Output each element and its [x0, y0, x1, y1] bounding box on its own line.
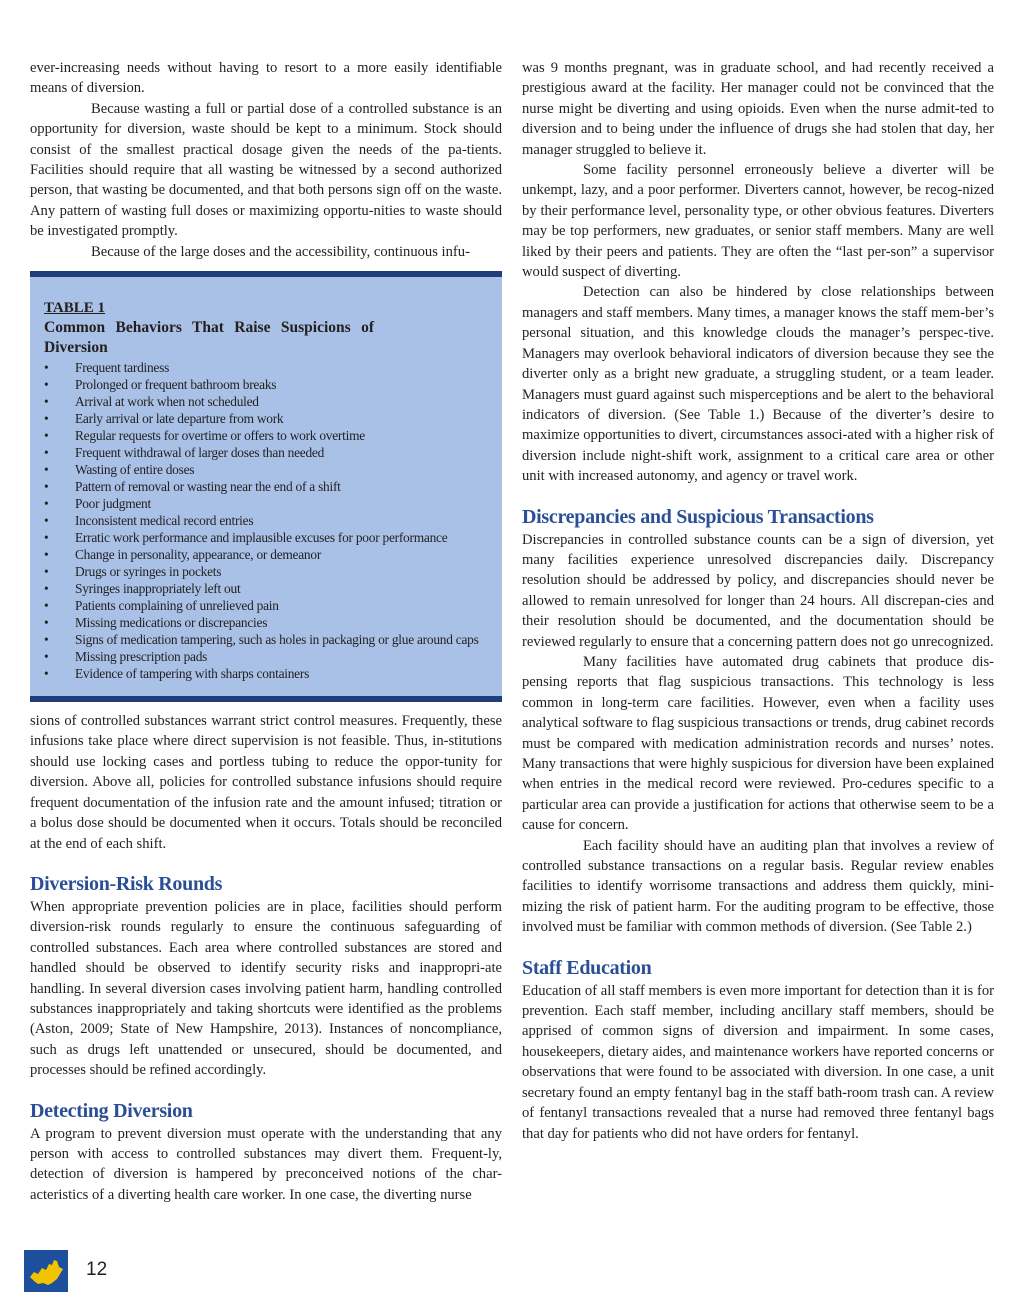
left-column	[30, 58, 502, 1205]
paragraph-cabinets: Many facilities have automated drug cabinets that produce dis-pensing reports that flag suspicious transactions. This technology is less common in long-term care facilities. However, even when a facility uses analytical software to flag suspicious transactions or trends, drug cabinet records must be compared with medication administration records and nurses’ notes. Many transactions that were highly suspicious for diversion have been explained when entries in the medical record were reviewed. Pro-cedures specific to a particular area can provide a justification for actions that otherwise seem to be a cause for concern.	[522, 653, 994, 834]
list-item: • Missing medications or discrepancies	[44, 614, 488, 631]
list-item: • Arrival at work when not scheduled	[44, 393, 488, 410]
list-item: • Missing prescription pads	[44, 648, 488, 665]
paragraph-wasting: Because wasting a full or partial dose of a controlled substance is an opportunity for diversion, waste should be kept to a minimum. Stock should consist of the smallest practical dosage given the needs of the pa-tients. Facilities should require that all wasting be witnessed by a second authorized person, that wasting be documented, and that both persons sign off on the waste. Any pattern of wasting full doses or maximizing opportu-nities to waste should be investigated promptly.	[30, 100, 502, 240]
right-column	[522, 58, 994, 1144]
table-1-box	[30, 271, 502, 702]
paragraph-education: Education of all staff members is even more important for detection than it is for prevention. Each staff member, including ancillary staff members, should be apprised of common signs of diversion and impairment. In some cases, housekeepers, dietary aides, and maintenance workers have reported concerns or observations that were found to be associated with diversion. In one case, a unit secretary found an empty fentanyl bag in the staff bath-room trash can. A review of fentanyl transactions revealed that a nurse had removed three fentanyl bags that day for patients who did not have orders for fentanyl.	[522, 982, 994, 1142]
list-item: • Erratic work performance and implausible excuses for poor performance	[44, 529, 488, 546]
list-item: • Patients complaining of unrelieved pain	[44, 597, 488, 614]
paragraph-detecting: A program to prevent diversion must operate with the understanding that any person with access to controlled substances may divert them. Frequent-ly, detection of diversion is hampered by preconceived notions of the char-acteristics of a diverting health care worker. In one case, the diverting nurse	[30, 1125, 502, 1203]
list-item: • Syringes inappropriately left out	[44, 580, 488, 597]
list-item: • Frequent tardiness	[44, 359, 488, 376]
table-label: TABLE 1	[44, 300, 105, 317]
heading-detecting-diversion: Detecting Diversion	[30, 1099, 193, 1122]
paragraph-intro: ever-increasing needs without having to resort to a more easily identifiable means of diversion.	[30, 60, 502, 97]
list-item: • Prolonged or frequent bathroom breaks	[44, 376, 488, 393]
list-item: • Wasting of entire doses	[44, 461, 488, 478]
table-title: Common Behaviors That Raise Suspicions of Diversion	[44, 319, 374, 357]
paragraph-personnel: Some facility personnel erroneously believe a diverter will be unkempt, lazy, and a poor performer. Diverters cannot, however, be recog-nized by their performance level, personality type, or other obvious features. Diverters may be top performers, new graduates, or senior staff members. Many are well liked by their peers and patients. They are often the “last per-son” a supervisor would suspect of diverting.	[522, 162, 994, 281]
list-item: • Early arrival or late departure from work	[44, 410, 488, 427]
paragraph-case-cont: was 9 months pregnant, was in graduate school, and had recently received a prestigious award at the facility. Her manager could not be convinced that the nurse might be diverting and using opioids. Even when the nurse admit-ted to diversion and to being under the influence of drugs she had stolen that day, her manager struggled to believe it.	[522, 60, 994, 158]
list-item: • Pattern of removal or wasting near the end of a shift	[44, 478, 488, 495]
west-virginia-state-icon	[24, 1250, 68, 1292]
list-item: • Signs of medication tampering, such as holes in packaging or glue around caps	[44, 631, 488, 648]
list-item: • Evidence of tampering with sharps containers	[44, 665, 488, 682]
list-item: • Poor judgment	[44, 495, 488, 512]
list-item: • Drugs or syringes in pockets	[44, 563, 488, 580]
paragraph-discrepancies: Discrepancies in controlled substance counts can be a sign of diversion, yet many facilities experience unresolved discrepancies daily. Discrepancy resolution should be addressed by policy, and discrepancies should never be allowed to remain unresolved for longer than 24 hours. All discrepan-cies and their resolution should be documented, and the documentation should be reviewed regularly to ensure that a concerning pattern does not go unrecognized.	[522, 531, 994, 650]
list-item: • Change in personality, appearance, or demeanor	[44, 546, 488, 563]
list-item: • Inconsistent medical record entries	[44, 512, 488, 529]
list-item: • Frequent withdrawal of larger doses than needed	[44, 444, 488, 461]
list-item: • Regular requests for overtime or offers to work overtime	[44, 427, 488, 444]
paragraph-infusions-cont: sions of controlled substances warrant strict control measures. Frequently, these infusions take place where direct supervision is not feasible. Thus, in-stitutions should use locking cases and portless tubing to reduce the oppor-tunity for diversion. Above all, policies for controlled substance infusions should require frequent documentation of the infusion rate and the amount infused; titration or a bolus dose should be documented when it occurs. Totals should be reconciled at the end of each shift.	[30, 713, 502, 852]
paragraph-rounds: When appropriate prevention policies are in place, facilities should perform diversion-risk rounds regularly to ensure the continuous safeguarding of controlled substances. Each area where controlled substances are stored and handled should be observed to identify security risks and inappropri-ate handling. In several diversion cases involving patient harm, handling controlled substances inappropriately and taking shortcuts were identified as the problems (Aston, 2009; State of New Hampshire, 2013). Instances of noncompliance, such as drugs left unattended or unsecured, should be documented, and processes should be refined accordingly.	[30, 898, 502, 1079]
heading-discrepancies: Discrepancies and Suspicious Transactions	[522, 505, 874, 528]
page-number: 12	[86, 1259, 108, 1280]
behavior-list	[44, 359, 488, 682]
heading-diversion-risk-rounds: Diversion-Risk Rounds	[30, 872, 223, 895]
paragraph-relationships: Detection can also be hindered by close relationships between managers and staff members. Many times, a manager knows the staff mem-ber’s personal situation, and this knowledge clouds the manager’s perspec-tive. Managers may overlook behavioral indicators of diversion because they see the diverter only as a bright new graduate, a struggling student, or a team leader. Managers must guard against such misperceptions and be alert to the behavioral indicators of diversion. (See Table 1.) Because of the diverter’s desire to maximize opportunities to divert, circumstances associ-ated with a higher risk of diversion include night-shift work, assignment to a critical care area or other unit with increased autonomy, and agency or travel work.	[522, 284, 994, 485]
paragraph-infusions-start: Because of the large doses and the accessibility, continuous infu-	[91, 243, 470, 260]
paragraph-auditing: Each facility should have an auditing plan that involves a review of controlled substance transactions on a regular basis. Regular review enables facilities to identify worrisome transactions and address them quickly, mini-mizing the risk of patient harm. For the auditing program to be effective, those involved must be familiar with common methods of diversion. (See Table 2.)	[522, 837, 994, 936]
heading-staff-education: Staff Education	[522, 956, 652, 979]
